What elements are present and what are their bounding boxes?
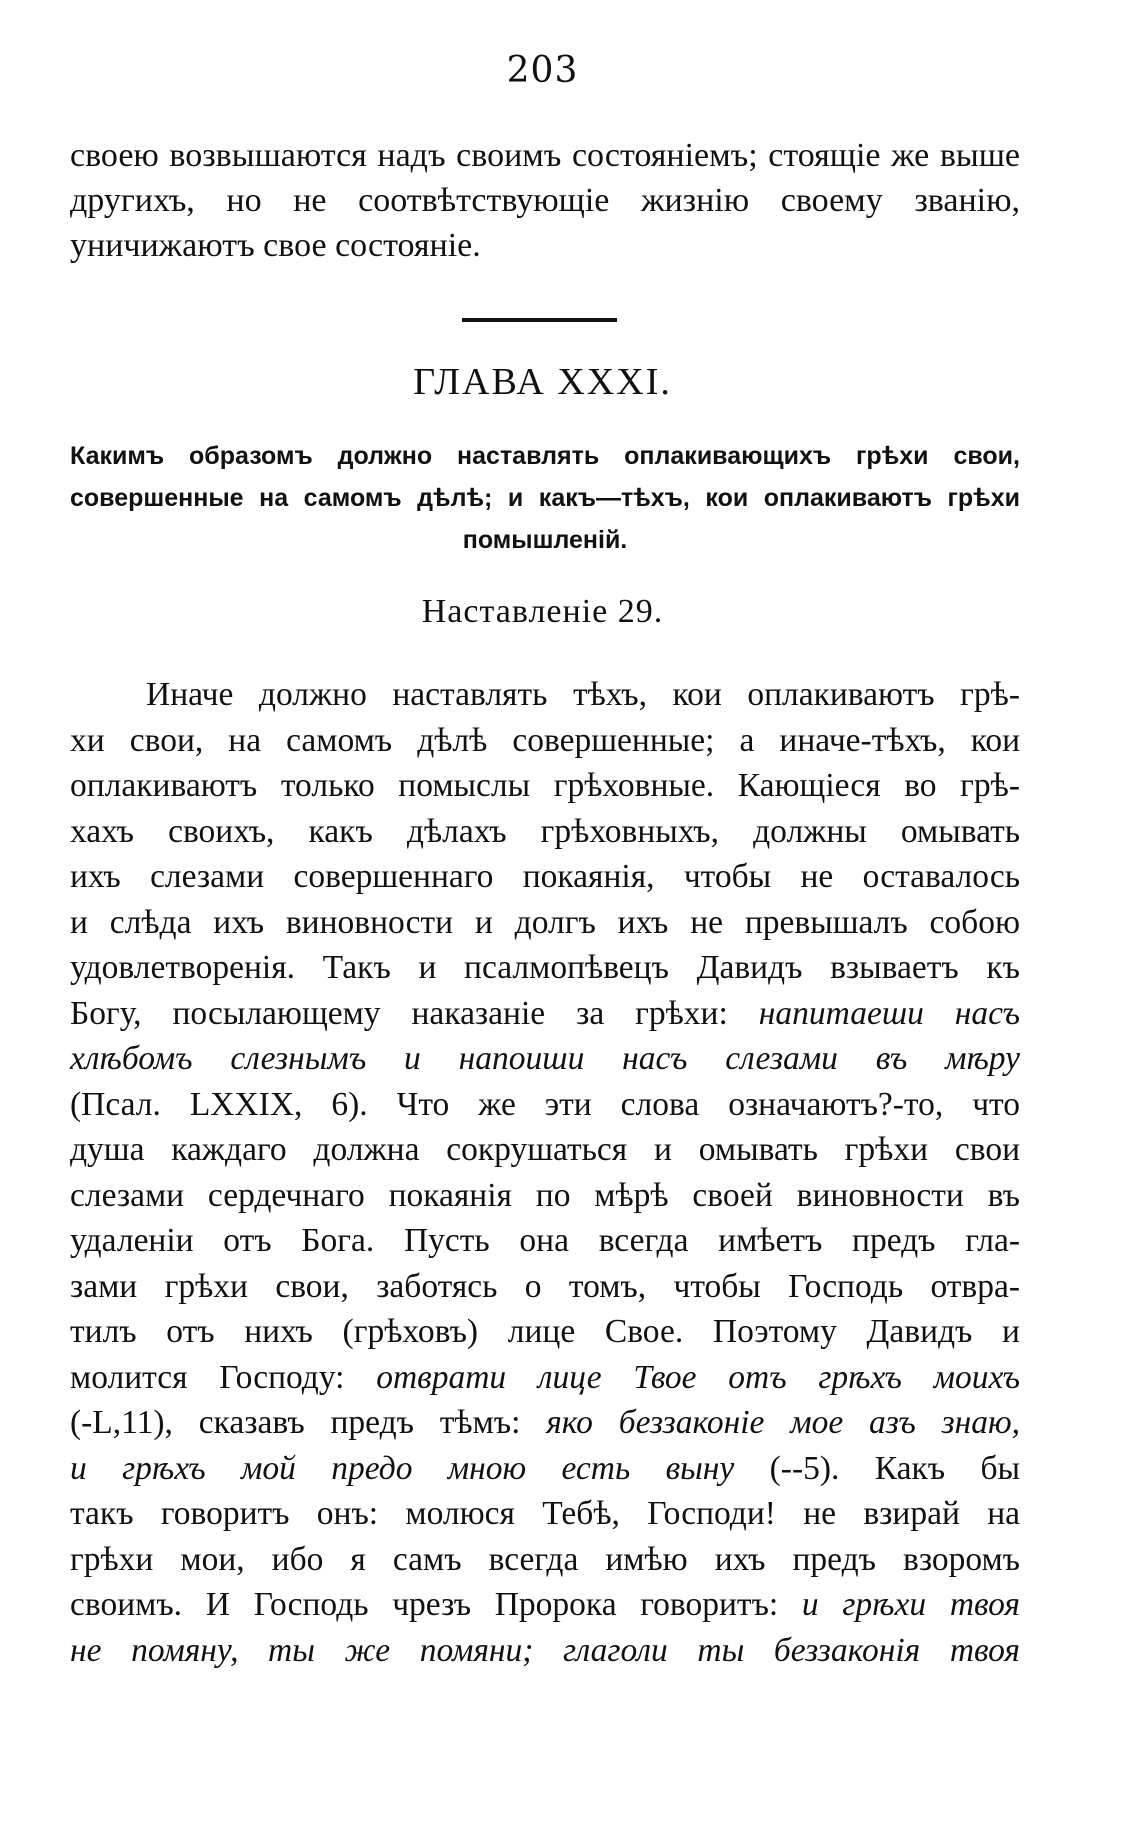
text-line	[70, 1446, 1020, 1492]
text-run: душа каждаго должна сокрушаться и омывать грѣхи свои	[70, 1131, 1020, 1168]
text-line	[70, 672, 1020, 718]
text-line	[70, 900, 1020, 946]
text-run: слезами сердечнаго покаянія по мѣрѣ своей виновности въ	[70, 1176, 1020, 1214]
text-line	[70, 945, 1020, 991]
text-line	[70, 1218, 1020, 1264]
text-line	[70, 1036, 1020, 1082]
text-line	[70, 1582, 1020, 1628]
text-line	[70, 1127, 1020, 1173]
scripture-quote: отврати лице Твое отъ грѣхъ моихъ	[376, 1358, 1020, 1396]
text-line	[70, 1628, 1020, 1674]
page-number: 203	[506, 50, 579, 91]
scripture-quote: и грѣхъ мой предо мною есть выну	[70, 1449, 735, 1487]
text-run: Богу, посылающему наказаніе за грѣхи:	[70, 994, 759, 1032]
text-run: такъ говоритъ онъ: молюся Тебѣ, Господи! не взирай на	[70, 1495, 1020, 1532]
text-run: удаленіи отъ Бога. Пусть она всегда имѣетъ предъ гла-	[70, 1222, 1020, 1259]
text-run: тилъ отъ нихъ (грѣховъ) лице Свое. Поэтому Давидъ и	[70, 1313, 1020, 1350]
text-run: хахъ своихъ, какъ дѣлахъ грѣховныхъ, должны омывать	[70, 812, 1020, 850]
text-run: оплакиваютъ только помыслы грѣховные. Кающіеся во грѣ-	[70, 767, 1020, 804]
text-line	[70, 1082, 1020, 1128]
text-line	[70, 1355, 1020, 1401]
lead-paragraph: своею возвышаются надъ своимъ состояніемъ; стоящіе же выше другихъ, но не соотвѣтствующіе жизнію своему званію, уничижаютъ свое состояніе.	[70, 137, 1020, 264]
text-line	[70, 809, 1020, 855]
text-line	[70, 1400, 1020, 1446]
scripture-quote: хлѣбомъ слезнымъ и напоиши насъ слезами въ мѣру	[70, 1040, 1020, 1077]
text-run: хи свои, на самомъ дѣлѣ совершенные; а иначе-тѣхъ, кои	[70, 721, 1020, 759]
scripture-quote: яко беззаконіе мое азъ знаю,	[546, 1404, 1020, 1441]
text-line	[70, 763, 1020, 809]
text-line	[70, 718, 1020, 764]
text-run: грѣхи мои, ибо я самъ всегда имѣю ихъ предъ взоромъ	[70, 1540, 1020, 1578]
chapter-title: ГЛАВА XXXI.	[413, 361, 672, 403]
scripture-quote: не помяну, ты же помяни; глаголи ты беззаконія твоя	[70, 1631, 1020, 1669]
text-line	[70, 1537, 1020, 1583]
scripture-quote: напитаеши насъ	[758, 994, 1020, 1032]
text-run: (Псал. LXXIX, 6). Что же эти слова означаютъ?-то, что	[70, 1085, 1020, 1123]
scripture-quote: и грѣхи твоя	[801, 1586, 1020, 1623]
text-line	[70, 854, 1020, 900]
chapter-subtitle: Какимъ образомъ должно наставлять оплакивающихъ грѣхи свои, совершенные на самомъ дѣлѣ; и какъ—тѣхъ, кои оплакиваютъ грѣхи помышленій.	[70, 442, 1020, 554]
text-run: молится Господу:	[70, 1358, 377, 1396]
text-line	[70, 1491, 1020, 1537]
text-run: (--5). Какъ бы	[734, 1449, 1020, 1487]
text-line	[70, 1309, 1020, 1355]
text-run: зами грѣхи свои, заботясь о томъ, чтобы Господь отвра-	[70, 1267, 1020, 1305]
instruction-heading: Наставленіе 29.	[421, 593, 664, 630]
text-line	[70, 1173, 1020, 1219]
text-run: Иначе должно наставлять тѣхъ, кои оплакиваютъ грѣ-	[146, 676, 1020, 713]
text-run: и слѣда ихъ виновности и долгъ ихъ не превышалъ собою	[70, 903, 1020, 941]
text-run: ихъ слезами совершеннаго покаянія, чтобы не оставалось	[70, 858, 1020, 895]
text-run: своимъ. И Господь чрезъ Пророка говоритъ:	[70, 1586, 802, 1623]
text-line	[70, 1264, 1020, 1310]
text-run: удовлетворенія. Такъ и псалмопѣвецъ Давидъ взываетъ къ	[70, 949, 1020, 986]
text-run: (-L,11), сказавъ предъ тѣмъ:	[70, 1404, 547, 1441]
text-line	[70, 991, 1020, 1037]
section-divider	[462, 318, 617, 322]
body-paragraph	[70, 672, 1020, 1673]
